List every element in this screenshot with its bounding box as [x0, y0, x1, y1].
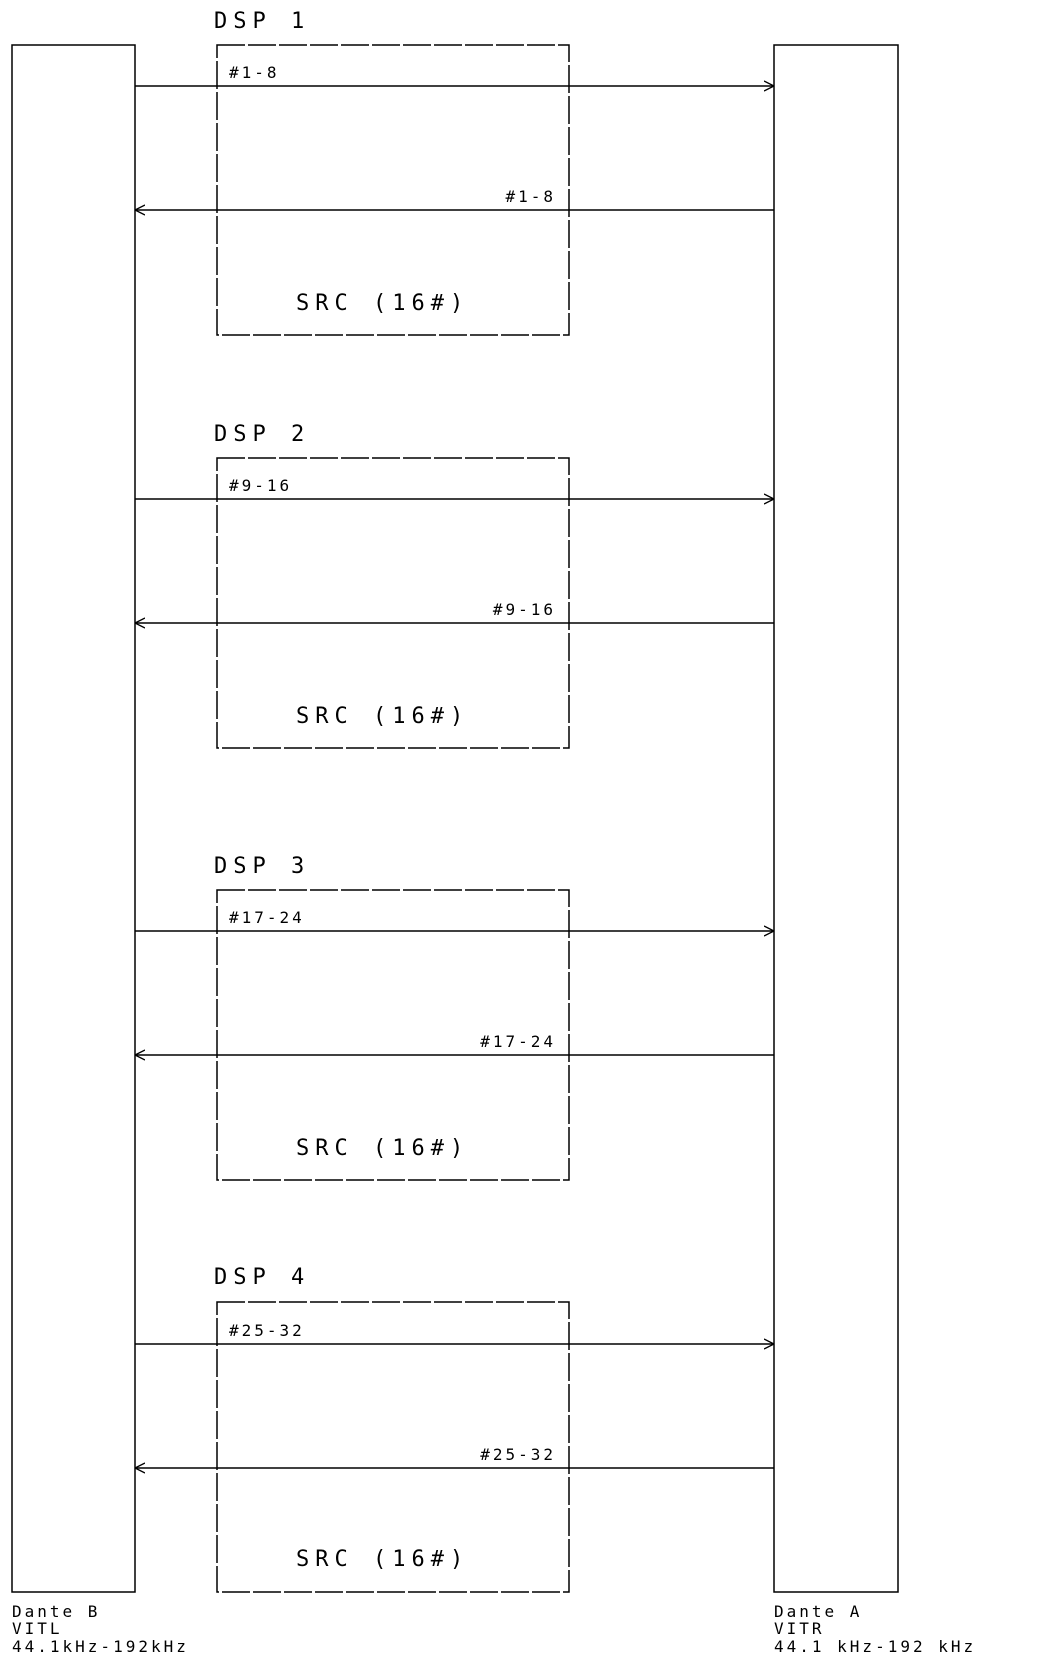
src-label: SRC (16#)	[296, 704, 470, 729]
dsp-block-2	[135, 422, 774, 748]
output-channels-label: #1-8	[229, 63, 280, 82]
dante-a-line3: 44.1 kHz-192 kHz	[774, 1637, 977, 1656]
dsp-title: DSP 4	[214, 1265, 311, 1290]
dante-b-device-bar	[12, 45, 135, 1592]
input-channels-label: #1-8	[505, 187, 556, 206]
dsp-title: DSP 2	[214, 422, 311, 447]
output-channels-label: #17-24	[229, 908, 305, 927]
dsp-block-4	[135, 1265, 774, 1592]
dante-b-line2: VITL	[12, 1619, 63, 1638]
dsp-block-3	[135, 854, 774, 1180]
src-label: SRC (16#)	[296, 291, 470, 316]
dante-a-line2: VITR	[774, 1619, 825, 1638]
src-label: SRC (16#)	[296, 1136, 470, 1161]
output-channels-label: #9-16	[229, 476, 293, 495]
input-channels-label: #17-24	[480, 1032, 556, 1051]
input-channels-label: #25-32	[480, 1445, 556, 1464]
dsp-title: DSP 3	[214, 854, 311, 879]
output-channels-label: #25-32	[229, 1321, 305, 1340]
dsp-block-1	[135, 9, 774, 335]
dante-b-name: Dante B	[12, 1602, 101, 1621]
dsp-title: DSP 1	[214, 9, 311, 34]
input-channels-label: #9-16	[492, 600, 556, 619]
dante-a-name: Dante A	[774, 1602, 863, 1621]
dante-b-line3: 44.1kHz-192kHz	[12, 1637, 189, 1656]
dante-a-device-bar	[774, 45, 898, 1592]
src-label: SRC (16#)	[296, 1547, 470, 1572]
